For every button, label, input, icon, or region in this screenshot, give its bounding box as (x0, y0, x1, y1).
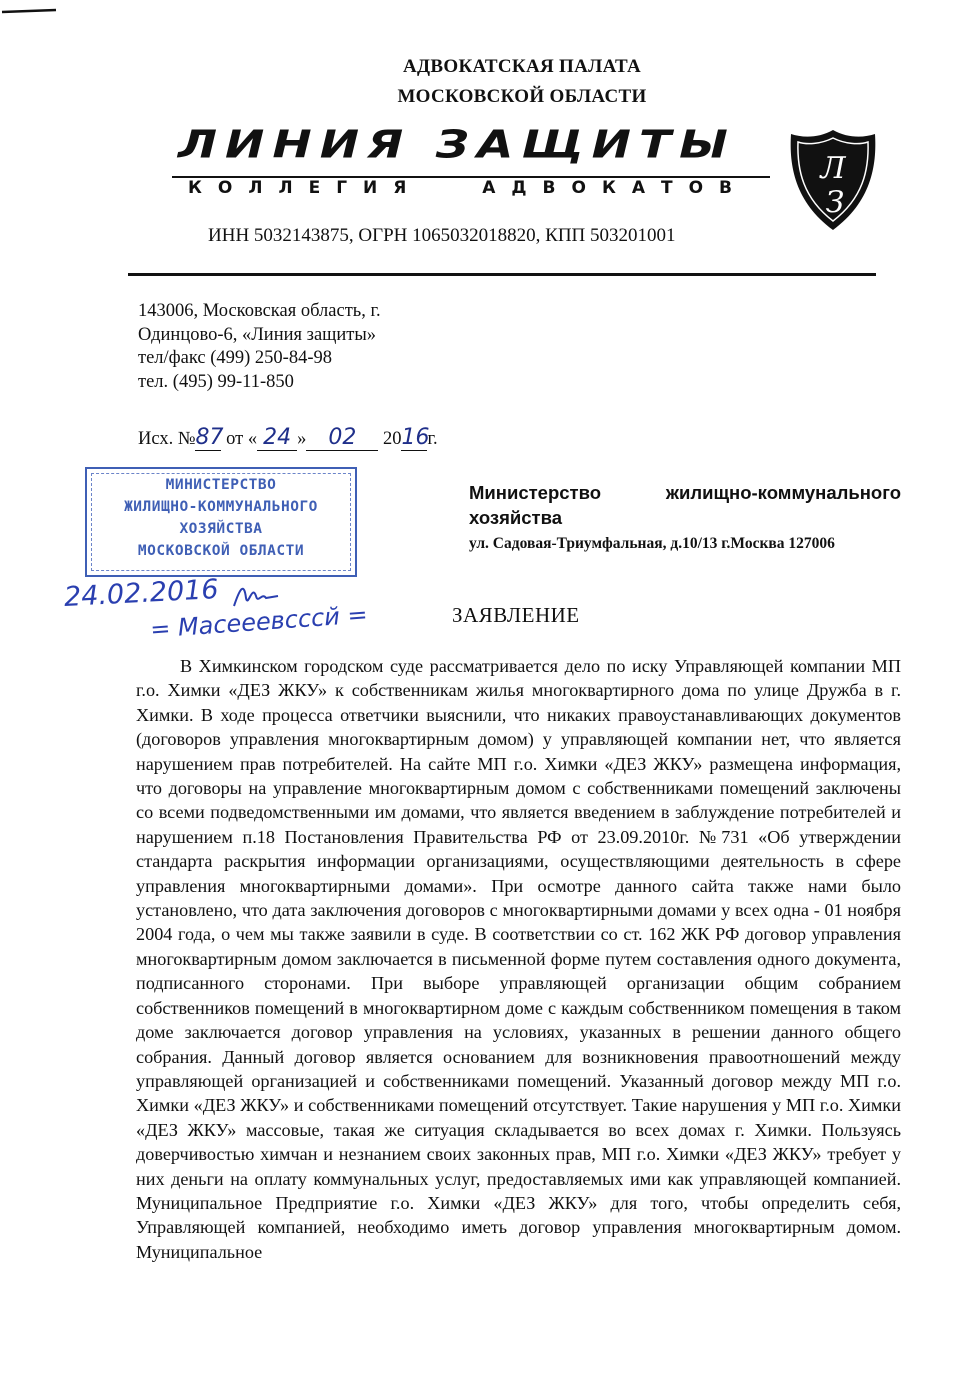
firm-subtitle (188, 178, 748, 198)
stamp-line-4: МОСКОВСКОЙ ОБЛАСТИ (137, 543, 305, 559)
outgoing-number (138, 425, 438, 451)
bar-chamber-line-2: МОСКОВСКОЙ ОБЛАСТИ (397, 86, 647, 107)
bar-chamber-line-1: АДВОКАТСКАЯ ПАЛАТА (403, 56, 641, 77)
shield-logo-icon (787, 126, 879, 234)
outgoing-prefix: Исх. № (138, 429, 196, 449)
firm-subtitle-word-1: КОЛЛЕГИЯ (188, 178, 423, 198)
sender-phone: тел. (495) 99-11-850 (138, 371, 294, 392)
sender-phone-fax: тел/факс (499) 250-84-98 (138, 348, 332, 368)
outgoing-number-value: 87 (195, 425, 224, 450)
outgoing-close-quote: » (297, 429, 307, 449)
sender-address-line-2: Одинцово-6, «Линия защиты» (138, 324, 377, 345)
ministry-received-stamp (85, 467, 357, 577)
outgoing-day: 24 (257, 425, 297, 451)
document-title: ЗАЯВЛЕНИЕ (452, 603, 580, 627)
handwritten-note: = Maceeeвcccй = (149, 600, 369, 644)
scan-mark (0, 8, 58, 14)
outgoing-from: от « (226, 429, 258, 449)
sender-address-line-1: 143006, Московская область, г. (138, 301, 381, 321)
firm-name: ЛИНИЯ ЗАЩИТЫ (178, 122, 736, 168)
sender-address (138, 300, 381, 394)
outgoing-month: 02 (306, 425, 378, 451)
stamp-line-3: ХОЗЯЙСТВА (179, 521, 263, 537)
header-divider (128, 273, 876, 276)
handwritten-date: 24.02.2016 (63, 573, 220, 614)
outgoing-year: 16 (401, 425, 430, 450)
logo-letter-1: Л (820, 151, 846, 186)
recipient-address: ул. Садовая-Триумфальная, д.10/13 г.Москва 127006 (469, 535, 835, 552)
outgoing-year-prefix: 20 (382, 429, 402, 449)
outgoing-year-end: г. (427, 429, 438, 449)
firm-subtitle-word-2: АДВОКАТОВ (482, 178, 748, 198)
registration-ids: ИНН 5032143875, ОГРН 1065032018820, КПП 503201001 (208, 225, 676, 246)
document-body: В Химкинском городском суде рассматривается дело по иску Управляющей компании МП г.о. Химки «ДЕЗ ЖКУ» к собственникам жилья многоквартирного дома по улице Дружба в г. Химки. В ходе процесса ответчики выяснили, что никаких правоустанавливающих документов (договоров управления многоквартирным домом) у управляющей компании нет, что является нарушением прав потребителей. На сайте МП г.о. Химки «ДЕЗ ЖКУ» размещена информация, что договоры на управление многоквартирным домом с собственниками помещений заключены со всеми подведомственными им домами, что является введением в заблуждение потребителей и нарушением п.18 Постановления Правительства РФ от 23.09.2010г. №731 «Об утверждении стандарта раскрытия информации организациями, осуществляющими деятельность в сфере управления многоквартирными домами». При осмотре данного сайта также нами было установлено, что дата заключения договоров с многоквартирными домами у всех одна - 01 ноября 2004 года, о чем мы также заявили в суде. В соответствии со ст. 162 ЖК РФ договор управления многоквартирным домом заключается в письменной форме путем составления одного документа, подписанного сторонами. При выборе управляющей организации общим собранием собственников помещений в многоквартирном доме с каждым собственником помещения в таком доме заключается договор управления на условиях, указанных в решении данного общего собрания. Данный договор является основанием для возникновения правоотношений между управляющей организацией и собственниками помещений. Указанный договор между МП г.о. Химки «ДЕЗ ЖКУ» и собственниками помещений отсутствует. Такие нарушения у МП г.о. Химки «ДЕЗ ЖКУ» массовые, такая же ситуация складывается во всех домах г. Химки. Пользуясь доверчивостью химчан и незнанием своих законных прав, МП г.о. Химки «ДЕЗ ЖКУ» требует у них деньги на оплату коммунальных услуг, предоставляемых ими как управляющей компанией. Муниципальное Предприятие г.о. Химки «ДЕЗ ЖКУ» для того, чтобы определить себя, Управляющей компанией, необходимо иметь договор управления многоквартирным домом. Муниципальное (136, 656, 901, 1262)
recipient-name: Министерство жилищно-коммунального хозяйства (469, 482, 901, 528)
logo-letter-2: З (825, 185, 845, 220)
stamp-line-1: МИНИСТЕРСТВО (165, 477, 277, 493)
stamp-line-2: ЖИЛИЩНО-КОММУНАЛЬНОГО (124, 499, 318, 515)
